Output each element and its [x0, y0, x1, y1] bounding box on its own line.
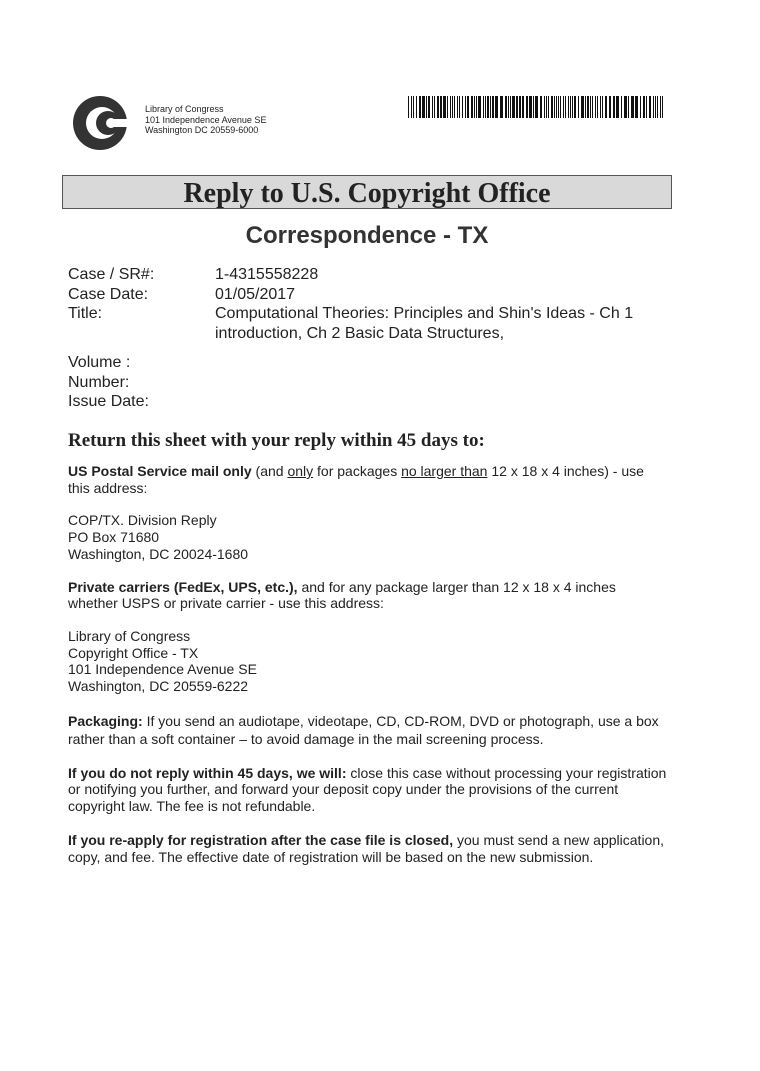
case-number-row	[68, 265, 668, 285]
postal-address	[68, 512, 668, 562]
org-street: 101 Independence Avenue SE	[145, 114, 267, 125]
usps-only: only	[287, 463, 314, 479]
banner-title: Reply to U.S. Copyright Office	[62, 175, 672, 209]
volume-label: Volume :	[68, 354, 131, 371]
no-reply-text: close this case without processing your registration or notifying you further, and forward your deposit copy under the provisions of the current copyright law. The fee is not refundable.	[68, 764, 667, 815]
packaging-paragraph	[68, 712, 668, 748]
case-fields	[68, 265, 668, 412]
usps-paragraph	[68, 463, 668, 496]
no-reply-paragraph	[68, 765, 668, 815]
return-heading: Return this sheet with your reply within 45 days to:	[68, 430, 485, 451]
carrier-address	[68, 628, 668, 695]
case-date-value: 01/05/2017	[215, 285, 296, 303]
volume-row	[68, 353, 668, 373]
reapply-paragraph	[68, 832, 668, 865]
title-row	[68, 304, 668, 343]
issue-date-row	[68, 392, 668, 412]
private-carrier-paragraph	[68, 579, 668, 612]
issue-date-label: Issue Date:	[68, 393, 149, 410]
carrier-address-line: 101 Independence Avenue SE	[68, 661, 257, 678]
case-number-value: 1-4315558228	[215, 266, 319, 283]
instructions	[68, 463, 668, 865]
usps-bold: US Postal Service mail only	[68, 463, 252, 479]
carrier-address-line: Washington, DC 20559-6222	[68, 678, 249, 695]
number-row	[68, 373, 668, 393]
number-label: Number:	[68, 373, 130, 391]
carrier-address-line: Copyright Office - TX	[68, 644, 199, 661]
usps-no-larger: no larger than	[401, 463, 488, 479]
packaging-text: If you send an audiotape, videotape, CD, CD-ROM, DVD or photograph, use a box rather than a soft container – to avoid damage in the mail screening process.	[68, 712, 659, 747]
carrier-address-line: Library of Congress	[68, 627, 191, 644]
postal-address-line: COP/TX. Division Reply	[68, 512, 217, 529]
sender-address	[145, 104, 266, 136]
private-bold: Private carriers (FedEx, UPS, etc.),	[68, 578, 298, 595]
packaging-bold: Packaging:	[68, 712, 143, 729]
copyright-office-logo	[72, 95, 128, 151]
usps-text-3: 12 x 18 x 4 inches) - use this address:	[68, 463, 644, 496]
title-label: Title:	[68, 305, 103, 322]
case-number-label: Case / SR#:	[68, 266, 155, 283]
reapply-bold: If you re-apply for registration after the case file is closed,	[68, 831, 454, 848]
org-city: Washington DC 20559-6000	[145, 125, 259, 135]
postal-address-line: PO Box 71680	[68, 529, 160, 546]
no-reply-bold: If you do not reply within 45 days, we will:	[68, 764, 347, 781]
reapply-text: you must send a new application, copy, and fee. The effective date of registration will be based on the new submission.	[68, 831, 665, 865]
usps-text-1: (and	[251, 463, 288, 479]
org-name: Library of Congress	[145, 104, 224, 114]
case-date-row	[68, 285, 668, 305]
correspondence-title: Correspondence - TX	[245, 222, 489, 249]
private-text: and for any package larger than 12 x 18 x 4 inches whether USPS or private carrier - use this address:	[68, 578, 616, 612]
usps-text-2: for packages	[313, 463, 402, 479]
postal-address-line: Washington, DC 20024-1680	[68, 545, 249, 562]
case-date-label: Case Date:	[68, 285, 149, 303]
barcode	[408, 96, 666, 118]
title-value: Computational Theories: Principles and Shin's Ideas - Ch 1 introduction, Ch 2 Basic Data Structures,	[215, 305, 634, 342]
